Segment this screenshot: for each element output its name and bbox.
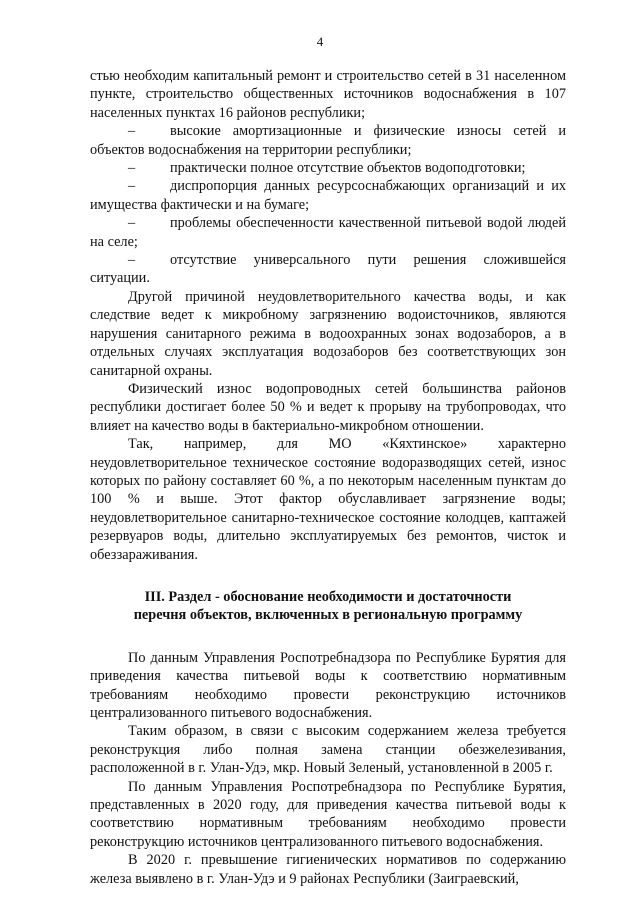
list-item — [90, 122, 566, 159]
list-item-text: диспропорция данных ресурсоснабжающих организаций и их имущества фактически и на бумаге; — [90, 178, 566, 213]
paragraph: Таким образом, в связи с высоким содержанием железа требуется реконструкция либо полная замена станции обезжелезивания, расположенной в г. Улан-Удэ, мкр. Новый Зеленый, установленной в 2005 г. — [90, 723, 566, 777]
paragraph: Физический износ водопроводных сетей большинства районов республики достигает более 50 % и ведет к прорыву на трубопроводах, что влияет на качество воды в бактериально-микробном отношении. — [90, 380, 566, 434]
paragraph: Другой причиной неудовлетворительного качества воды, и как следствие ведет к микробному загрязнению водоисточников, являются нарушения санитарного режима в водоохранных зонах водозаборов, а в отдельных случаях эксплуатация водозаборов без соответствующих зон санитарной охраны. — [90, 288, 566, 379]
list-item — [90, 251, 566, 288]
paragraph: По данным Управления Роспотребнадзора по Республике Бурятия для приведения качества питьевой воды к соответствию нормативным требованиям необходимо провести реконструкцию источников централизованного питьевого водоснабжения. — [90, 649, 566, 721]
list-item-text: высокие амортизационные и физические износы сетей и объектов водоснабжения на территории республики; — [90, 123, 566, 158]
list-dash: – — [128, 252, 136, 269]
paragraph: Так, например, для МО «Кяхтинское» характерно неудовлетворительное техническое состояние водоразводящих сетей, износ которых по району составляет 60 %, а по некоторым населенным пунктам до 100 % и выше. Этот фактор обуславливает загрязнение воды; неудовлетворительное санитарно-техническое состояние колодцев, каптажей резервуаров воды, длительно эксплуатируемых без ремонтов, чисток и обеззараживания. — [90, 436, 566, 563]
list-dash: – — [128, 215, 136, 232]
page-content — [90, 67, 566, 888]
list-item-text: практически полное отсутствие объектов водоподготовки; — [170, 160, 526, 177]
list-item — [90, 159, 566, 177]
paragraph: По данным Управления Роспотребнадзора по Республике Бурятия, представленных в 2020 году, для приведения качества питьевой воды к соответствию нормативным требованиям необходимо провести реконструкцию источников централизованного питьевого водоснабжения. — [90, 778, 566, 850]
list-item — [90, 177, 566, 214]
list-dash: – — [128, 123, 136, 140]
list-item — [90, 214, 566, 251]
section-heading-line-1: III. Раздел - обоснование необходимости и достаточности — [144, 588, 512, 605]
list-item-text: проблемы обеспеченности качественной питьевой водой людей на селе; — [90, 215, 566, 250]
list-item-text: отсутствие универсального пути решения сложившейся ситуации. — [90, 252, 566, 287]
paragraph: стью необходим капитальный ремонт и строительство сетей в 31 населенном пункте, строительство общественных источников водоснабжения в 107 населенных пунктах 16 районов республики; — [90, 68, 566, 121]
section-heading — [90, 588, 566, 625]
body-text-bottom — [90, 649, 566, 888]
page-number: 4 — [316, 34, 324, 49]
section-heading-line-2: перечня объектов, включенных в региональную программу — [133, 607, 523, 624]
list-dash: – — [128, 160, 136, 177]
list-dash: – — [128, 178, 136, 195]
paragraph: В 2020 г. превышение гигиенических нормативов по содержанию железа выявлено в г. Улан-Удэ и 9 районах Республики (Заиграевский, — [90, 852, 566, 887]
body-text-top — [90, 67, 566, 564]
